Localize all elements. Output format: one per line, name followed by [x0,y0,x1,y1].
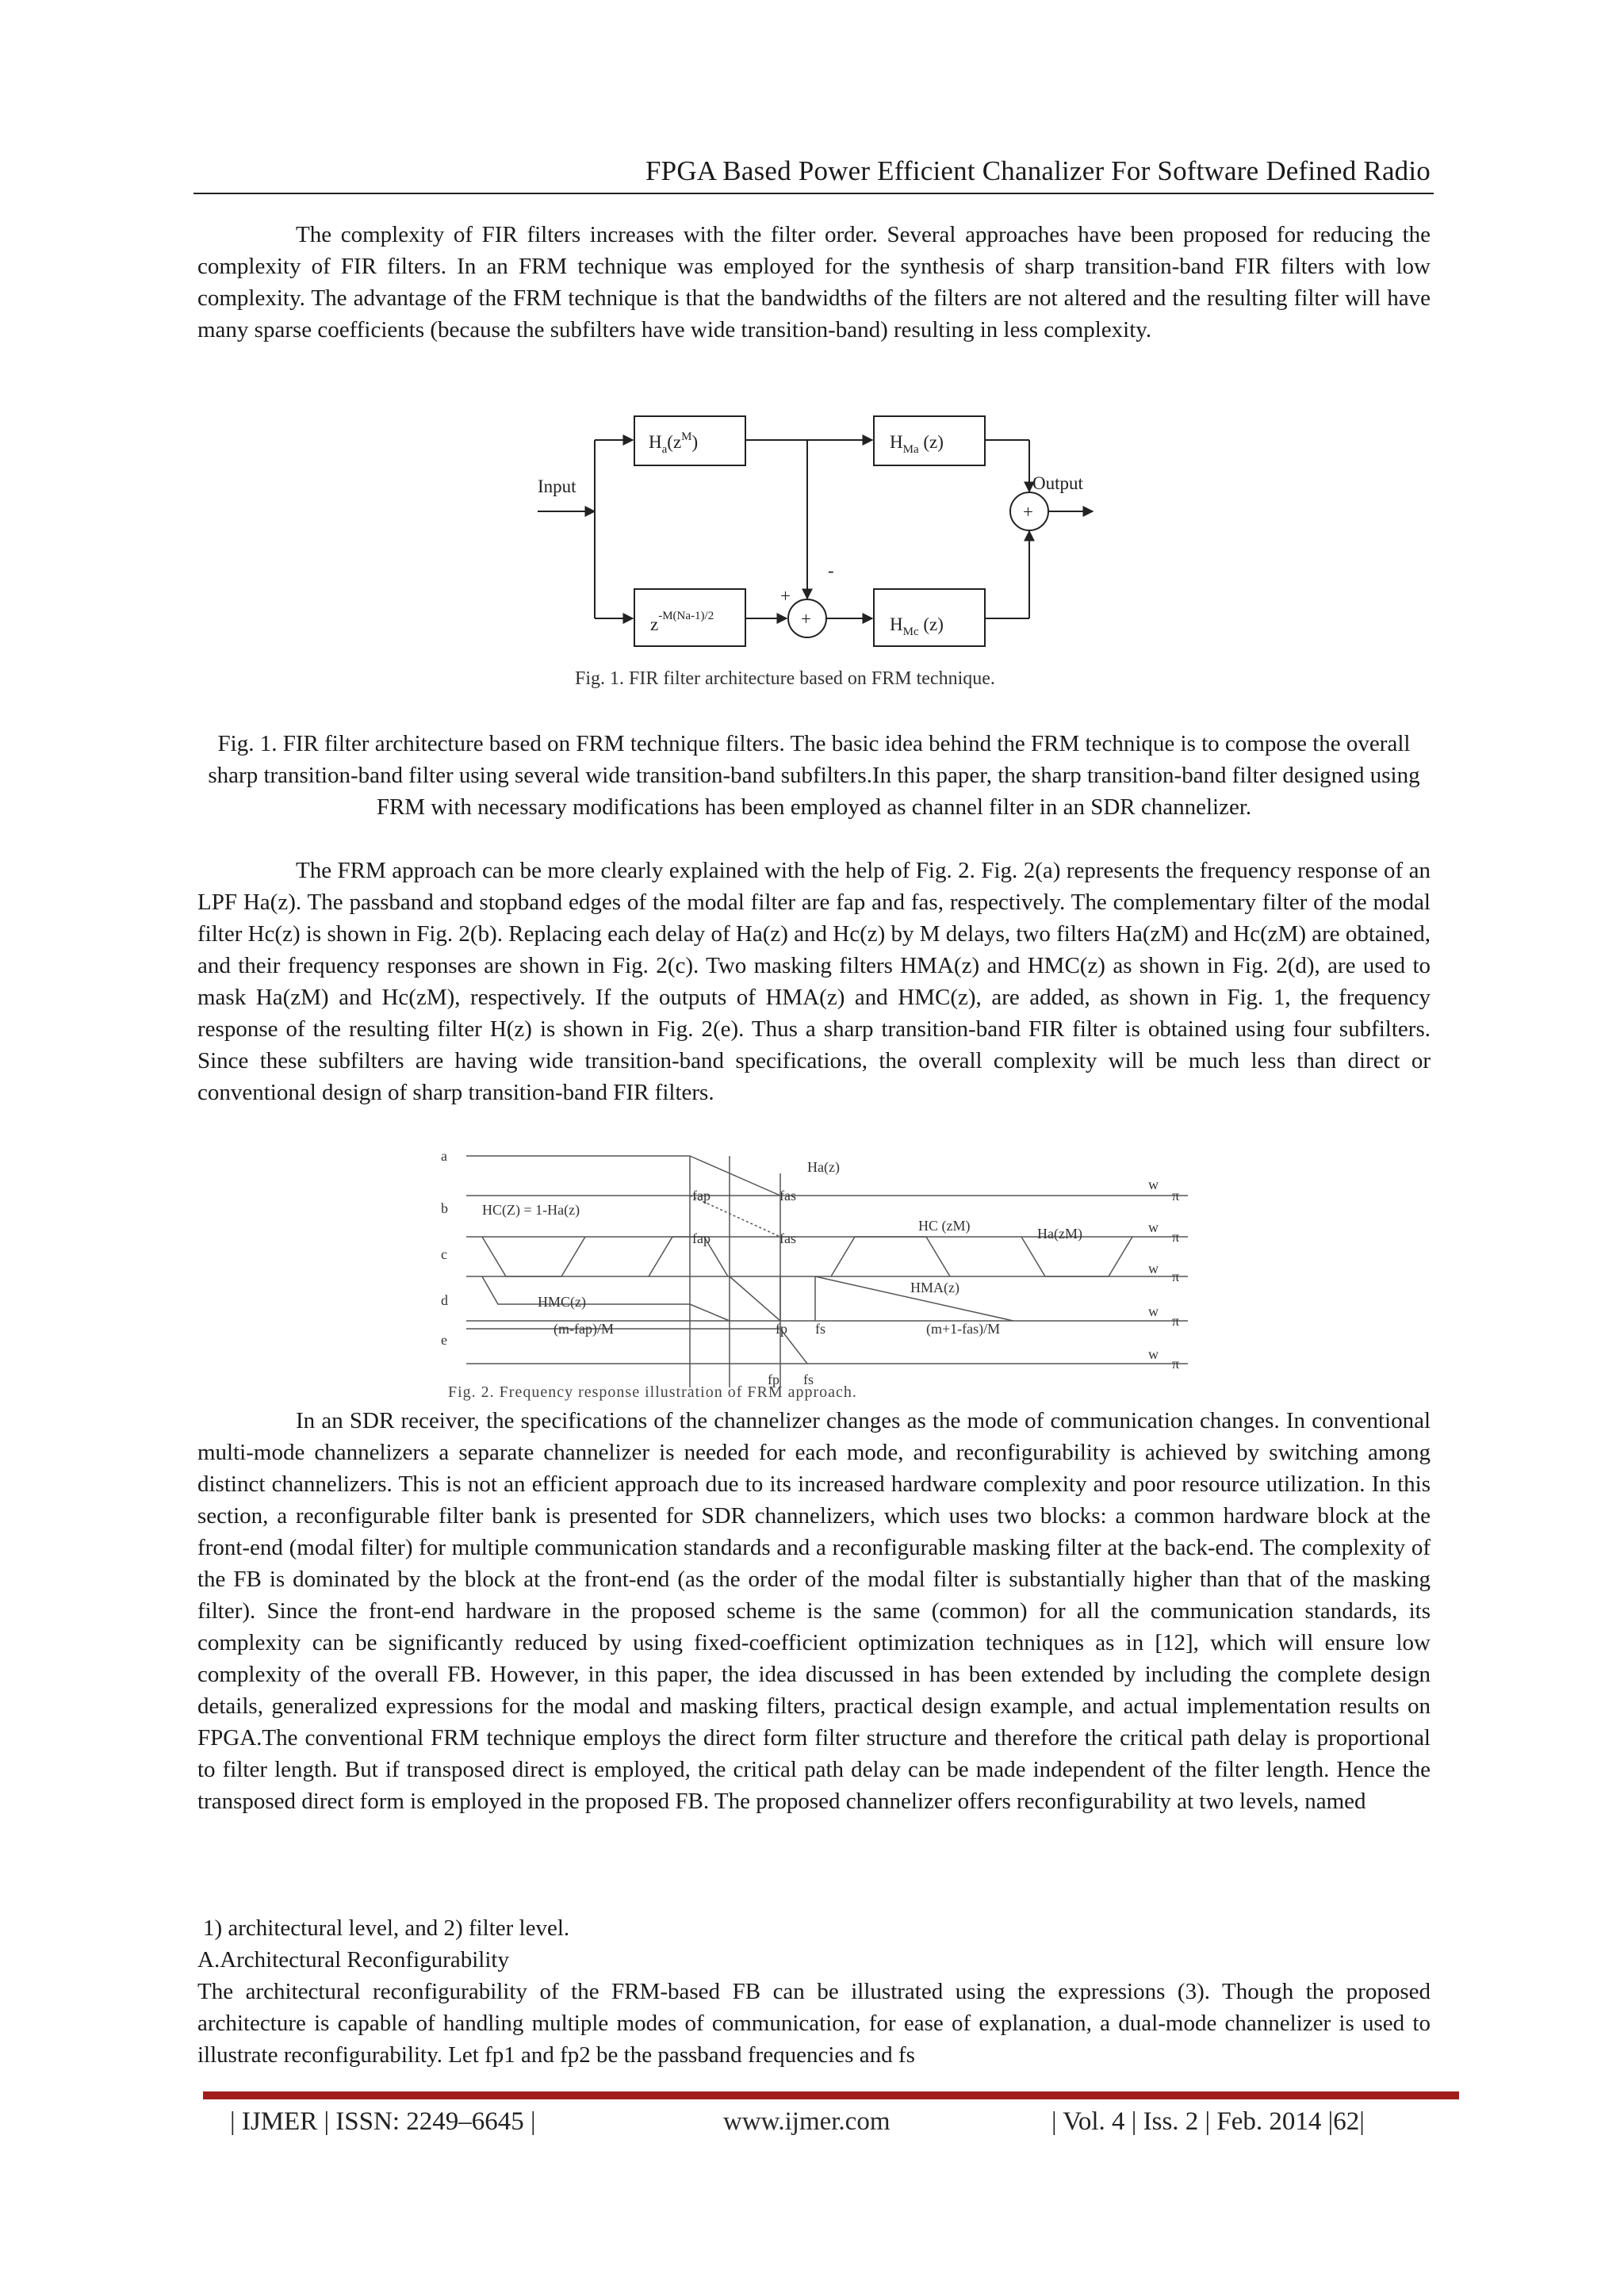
svg-text:(m+1-fas)/M: (m+1-fas)/M [926,1321,1001,1337]
header-rule [193,193,1434,194]
svg-text:HMc (z): $H_{Mc}$ (z) [890,614,944,638]
middle-adder-sign: + [801,609,811,629]
svg-text:HMC(z): HMC(z) [538,1294,586,1310]
svg-text:fas: fas [779,1188,796,1203]
svg-text:a: a [441,1150,447,1164]
svg-text:π: π [1172,1313,1180,1329]
footer-rule [203,2091,1459,2099]
svg-text:π: π [1172,1229,1180,1245]
figure-2-caption: Fig. 2. Frequency response illustration of FRM approach. [448,1383,857,1401]
section-heading-a: A.Architectural Reconfigurability [197,1947,509,1973]
svg-text:fp: fp [776,1321,787,1337]
svg-text:w: w [1148,1177,1159,1192]
svg-text:Ha(z): Ha(z) [807,1159,840,1175]
svg-text:π: π [1172,1269,1180,1284]
svg-text:fap: fap [692,1188,710,1203]
svg-text:w: w [1148,1219,1159,1235]
svg-text:Ha(zM): $H_a(z^M)$ [649,430,699,456]
figure-2-frequency-response [435,1150,1228,1403]
svg-text:fap: fap [692,1230,710,1246]
svg-text:z-M(Na-1)/2: $z^{-M(Na-1)/2}$ [650,610,714,634]
svg-text:w: w [1148,1261,1159,1276]
output-label: Output [1032,473,1083,493]
input-label: Input [538,476,576,496]
svg-text:w: w [1148,1346,1159,1362]
svg-text:e: e [441,1332,447,1348]
svg-text:Ha(zM): Ha(zM) [1037,1226,1082,1242]
figure-1-block-diagram [531,400,1134,710]
footer-journal-info: | IJMER | ISSN: 2249–6645 | [230,2107,536,2136]
running-header: FPGA Based Power Efficient Chanalizer For Software Defined Radio [645,155,1431,186]
paragraph-5: 1) architectural level, and 2) filter level. [203,1915,570,1941]
svg-text:d: d [441,1292,448,1308]
svg-text:fp: fp [768,1372,779,1387]
footer-url-link[interactable]: www.ijmer.com [723,2107,891,2136]
svg-text:fas: fas [779,1230,796,1246]
svg-text:c: c [441,1246,447,1262]
paragraph-7: The architectural reconfigurability of the FRM-based FB can be illustrated using the expressions (3). Though the proposed architecture is capable of handling multiple modes of communication, for ease of explanation, a dual-mode channelizer is used to illustrate reconfigurability. Let fp1 and fp2 be the passband frequencies and fs [197,1979,1431,2068]
svg-text:w: w [1148,1303,1159,1319]
svg-text:π: π [1172,1188,1180,1203]
plus-sign: + [780,586,791,606]
svg-text:HMA(z): HMA(z) [910,1280,959,1295]
paragraph-3: The FRM approach can be more clearly explained with the help of Fig. 2. Fig. 2(a) represents the frequency response of an LPF Ha(z). The passband and stopband edges of the modal filter are fap and fas, respectively. The complementary filter of the modal filter Hc(z) is shown in Fig. 2(b). Replacing each delay of Ha(z) and Hc(z) by M delays, two filters Ha(zM) and Hc(zM) are obtained, and their frequency responses are shown in Fig. 2(c). Two masking filters HMA(z) and HMC(z) as shown in Fig. 2(d), are used to mask Ha(zM) and Hc(zM), respectively. If the outputs of HMA(z) and HMC(z), are added, as shown in Fig. 1, the frequency response of the resulting filter H(z) is shown in Fig. 2(e). Thus a sharp transition-band FIR filter is obtained using four subfilters. Since these subfilters are having wide transition-band specifications, the overall complexity will be much less than direct or conventional design of sharp transition-band FIR filters. [197,858,1431,1105]
svg-text:fs: fs [803,1372,814,1387]
svg-text:b: b [441,1200,448,1216]
paragraph-1: The complexity of FIR filters increases with the filter order. Several approaches have been proposed for reducing the complexity of FIR filters. In an FRM technique was employed for the synthesis of sharp transition-band FIR filters with low complexity. The advantage of the FRM technique is that the bandwidths of the filters are not altered and the resulting filter will have many sparse coefficients (because the subfilters have wide transition-band) resulting in less complexity. [197,222,1431,342]
paragraph-2: Fig. 1. FIR filter architecture based on FRM technique filters. The basic idea behind the FRM technique is to compose the overall sharp transition-band filter using several wide transition-band subfilters.In this paper, the sharp transition-band filter designed using FRM with necessary modifications has been employed as channel filter in an SDR channelizer. [208,731,1420,820]
svg-text:fs: fs [815,1321,825,1337]
svg-text:HC (zM): HC (zM) [918,1218,971,1234]
footer-volume-info: | Vol. 4 | Iss. 2 | Feb. 2014 |62| [1051,2107,1365,2136]
paragraph-4: In an SDR receiver, the specifications of the channelizer changes as the mode of communication changes. In conventional multi-mode channelizers a separate channelizer is needed for each mode, and reconfigurability is achieved by switching among distinct channelizers. This is not an efficient approach due to its increased hardware complexity and poor resource utilization. In this section, a reconfigurable filter bank is presented for SDR channelizers, which uses two blocks: a common hardware block at the front-end (modal filter) for multiple communication standards and a reconfigurable masking filter at the back-end. The complexity of the FB is dominated by the block at the front-end (as the order of the modal filter is substantially higher than that of the masking filter). Since the front-end hardware in the proposed scheme is the same (common) for all the communication standards, its complexity can be significantly reduced by using fixed-coefficient optimization techniques as in [12], which will ensure low complexity of the overall FB. However, in this paper, the idea discussed in has been extended by including the complete design details, generalized expressions for the modal and masking filters, practical design example, and actual implementation results on FPGA.The conventional FRM technique employs the direct form filter structure and therefore the critical path delay is proportional to filter length. But if transposed direct is employed, the critical path delay can be made independent of the filter length. Hence the transposed direct form is employed in the proposed FB. The proposed channelizer offers reconfigurability at two levels, named [197,1408,1431,1814]
minus-sign: - [828,561,834,580]
svg-text:HMa (z): $H_{Ma}$ (z) [890,432,944,456]
svg-text:π: π [1172,1356,1180,1372]
svg-text:HC(Z) = 1-Ha(z): HC(Z) = 1-Ha(z) [482,1202,580,1218]
svg-text:(m-fap)/M: (m-fap)/M [553,1321,614,1337]
figure-1-caption: Fig. 1. FIR filter architecture based on FRM technique. [575,668,995,689]
output-adder-sign: + [1023,502,1033,522]
